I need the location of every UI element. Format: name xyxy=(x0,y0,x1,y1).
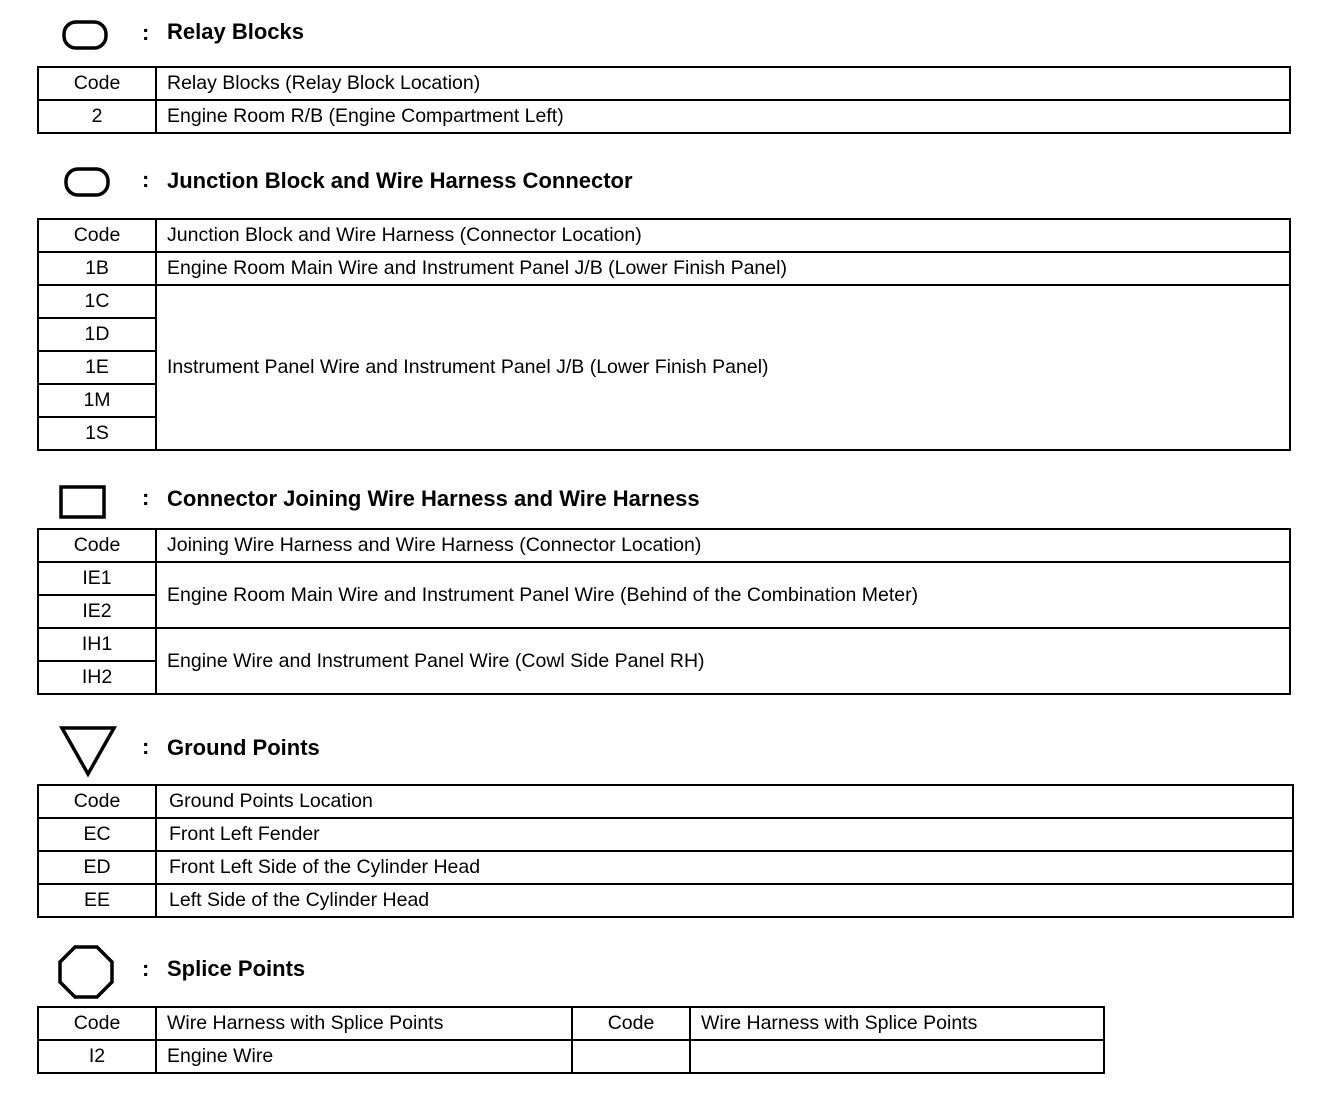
row-code: 1M xyxy=(38,384,156,417)
table-row xyxy=(38,100,1290,133)
row-code: IE2 xyxy=(38,595,156,628)
table-row xyxy=(38,628,1290,661)
row-desc: Engine Room Main Wire and Instrument Panel J/B (Lower Finish Panel) xyxy=(156,252,1290,285)
colon: : xyxy=(142,20,150,45)
row-code: 1B xyxy=(38,252,156,285)
row-desc: Engine Room Main Wire and Instrument Panel Wire (Behind of the Combination Meter) xyxy=(156,562,1290,628)
header-code: Code xyxy=(38,219,156,252)
row-code: 1D xyxy=(38,318,156,351)
row-desc: Engine Wire xyxy=(156,1040,572,1073)
row-code: 1C xyxy=(38,285,156,318)
relay-blocks-table xyxy=(37,66,1291,134)
table-header-row xyxy=(38,1007,1104,1040)
row-code: 1S xyxy=(38,417,156,450)
joining-connector-heading xyxy=(0,476,1328,526)
row-desc: Front Left Fender xyxy=(156,818,1293,851)
header-code: Code xyxy=(38,785,156,818)
junction-block-heading xyxy=(0,158,1328,208)
row-desc: Left Side of the Cylinder Head xyxy=(156,884,1293,917)
rect-icon xyxy=(59,485,107,521)
row-code-2 xyxy=(572,1040,690,1073)
row-code: 2 xyxy=(38,100,156,133)
table-row xyxy=(38,851,1293,884)
octagon-icon xyxy=(57,944,115,1000)
colon: : xyxy=(142,956,150,981)
table-row xyxy=(38,252,1290,285)
splice-points-heading xyxy=(0,942,1328,1000)
header-code-2: Code xyxy=(572,1007,690,1040)
triangle-down-icon xyxy=(58,724,118,778)
table-header-row xyxy=(38,67,1290,100)
header-desc: Ground Points Location xyxy=(156,785,1293,818)
section-title: Splice Points xyxy=(167,956,306,981)
row-desc: Engine Wire and Instrument Panel Wire (Cowl Side Panel RH) xyxy=(156,628,1290,694)
row-code: IE1 xyxy=(38,562,156,595)
ground-points-heading xyxy=(0,722,1328,778)
table-row xyxy=(38,884,1293,917)
table-row xyxy=(38,818,1293,851)
row-desc: Front Left Side of the Cylinder Head xyxy=(156,851,1293,884)
section-title: Relay Blocks xyxy=(167,19,304,44)
header-desc: Wire Harness with Splice Points xyxy=(156,1007,572,1040)
header-desc: Junction Block and Wire Harness (Connector Location) xyxy=(156,219,1290,252)
table-row xyxy=(38,562,1290,595)
row-code: 1E xyxy=(38,351,156,384)
row-code: IH1 xyxy=(38,628,156,661)
table-header-row xyxy=(38,529,1290,562)
header-code: Code xyxy=(38,67,156,100)
row-code: ED xyxy=(38,851,156,884)
row-desc: Instrument Panel Wire and Instrument Panel J/B (Lower Finish Panel) xyxy=(156,285,1290,450)
rounded-rect-icon xyxy=(62,20,108,50)
table-header-row xyxy=(38,785,1293,818)
ground-points-table xyxy=(37,784,1294,918)
section-title: Junction Block and Wire Harness Connector xyxy=(167,168,633,193)
header-code: Code xyxy=(38,1007,156,1040)
rounded-rect-icon xyxy=(64,167,110,197)
relay-blocks-heading xyxy=(0,10,1328,60)
header-code: Code xyxy=(38,529,156,562)
table-row xyxy=(38,285,1290,318)
row-code: EE xyxy=(38,884,156,917)
colon: : xyxy=(142,734,150,759)
section-title: Connector Joining Wire Harness and Wire Harness xyxy=(167,486,700,511)
row-code: EC xyxy=(38,818,156,851)
header-desc: Relay Blocks (Relay Block Location) xyxy=(156,67,1290,100)
row-code: I2 xyxy=(38,1040,156,1073)
colon: : xyxy=(142,485,150,510)
table-header-row xyxy=(38,219,1290,252)
row-desc: Engine Room R/B (Engine Compartment Left) xyxy=(156,100,1290,133)
table-row xyxy=(38,1040,1104,1073)
colon: : xyxy=(142,167,150,192)
joining-connector-table xyxy=(37,528,1291,695)
row-desc-2 xyxy=(690,1040,1104,1073)
header-desc-2: Wire Harness with Splice Points xyxy=(690,1007,1104,1040)
junction-block-table xyxy=(37,218,1291,451)
header-desc: Joining Wire Harness and Wire Harness (Connector Location) xyxy=(156,529,1290,562)
splice-points-table xyxy=(37,1006,1105,1074)
section-title: Ground Points xyxy=(167,735,320,760)
row-code: IH2 xyxy=(38,661,156,694)
